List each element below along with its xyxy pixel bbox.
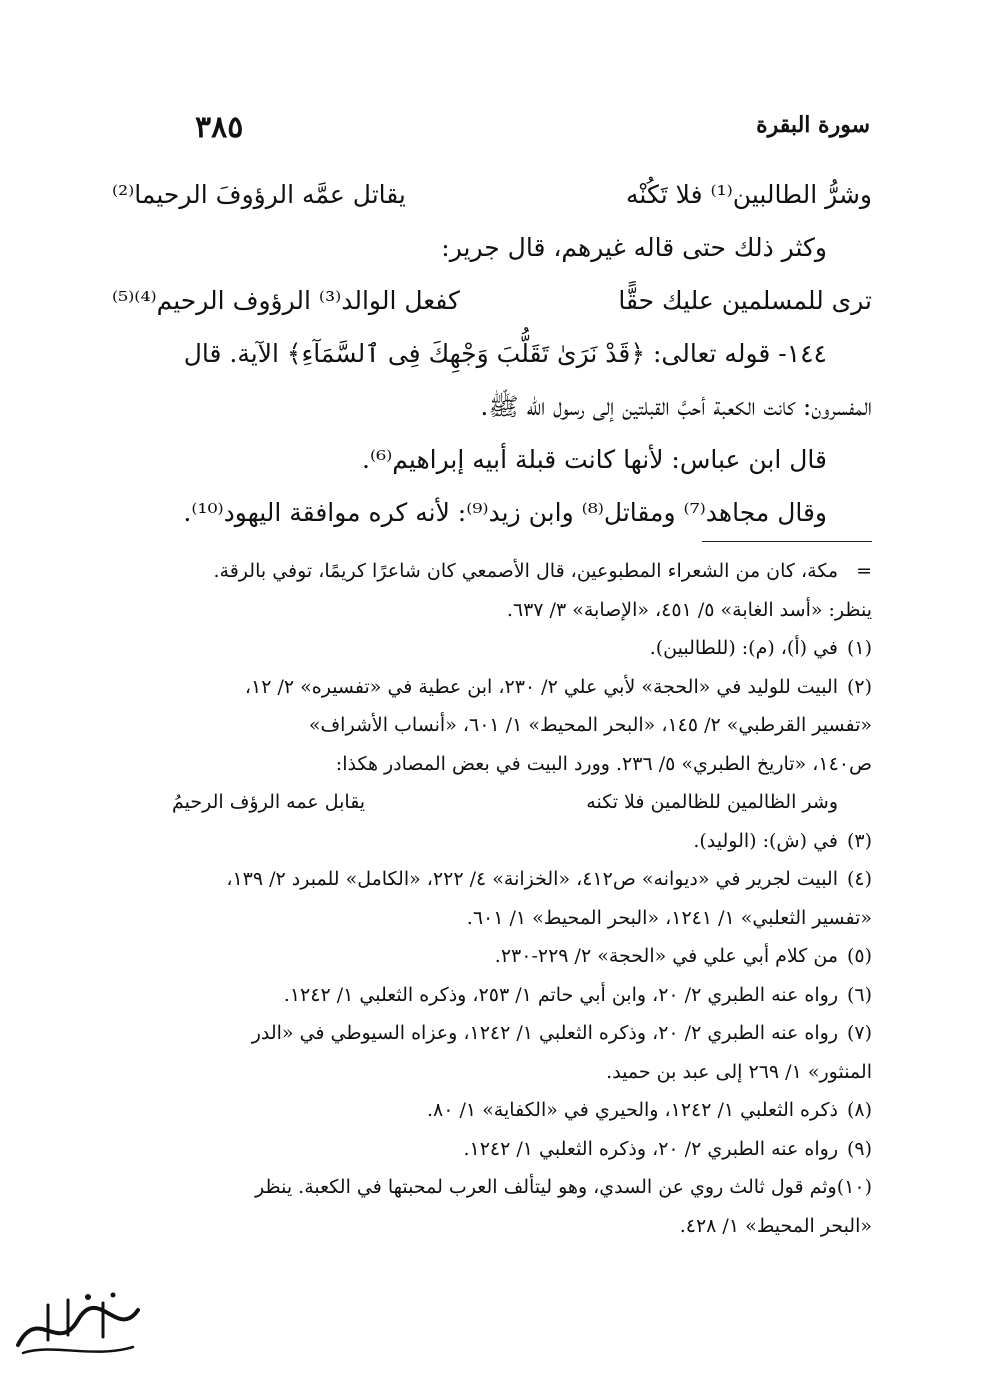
footnote-number: (٥) [846,945,872,967]
footnote-continuation: =مكة، كان من الشعراء المطبوعين، قال الأصمعي كان شاعرًا كريمًا، توفي بالرقة. [122,552,872,591]
continuation-marker: = [856,560,872,582]
text-line: المفسرون: كانت الكعبة أحبَّ القبلتين إلى رسول الله ﷺ. [480,392,872,421]
footnote-line: «تفسير القرطبي» ٢/ ١٤٥، «البحر المحيط» ١/ ٦٠١، «أنساب الأشراف» [308,714,872,736]
footnote-10: (١٠)وثم قول ثالث روي عن السدي، وهو ليتألف العرب لمحبتها في الكعبة. ينظر [122,1168,872,1207]
footnotes [122,552,872,1245]
footnote-separator [702,541,872,542]
hemistich-2: يقاتل عمَّه الرؤوفَ الرحيما⁽²⁾ [112,180,406,209]
footnote-number: (١) [846,637,872,659]
footnote-line: ينظر: «أسد الغابة» ٥/ ٤٥١، «الإصابة» ٣/ ٦٣٧. [506,598,872,621]
footnote-number: (٢) [846,675,872,698]
poem-verse-1 [112,168,872,221]
hemistich-1: وشرُّ الطالبين⁽¹⁾ فلا تَكُنْه [626,180,872,209]
page-number: ٣٨٥ [195,110,244,145]
footnote-number: (١٠) [836,1176,872,1198]
footnote-number: (٣) [846,829,872,852]
footnote-verse: وشر الظالمين للظالمين فلا تكنه يقابل عمه الرؤف الرحيمُ [172,791,838,813]
footnote-1: (١)في (أ)، (م): (للطالبين). [122,629,872,668]
hemistich-2: كفعل الوالد⁽³⁾ الرؤوف الرحيم⁽⁴⁾⁽⁵⁾ [112,286,460,315]
footnote-line: ص١٤٠، «تاريخ الطبري» ٥/ ٢٣٦. وورد البيت في بعض المصادر هكذا: [335,752,872,775]
text-line: وقال مجاهد⁽⁷⁾ ومقاتل⁽⁸⁾ وابن زيد⁽⁹⁾: لأنه كره موافقة اليهود⁽¹⁰⁾. [183,498,827,527]
text-line: ١٤٤- قوله تعالى: ﴿قَدْ نَرَىٰ تَقَلُّبَ وَجْهِكَ فِى ٱلسَّمَآءِ﴾ الآية. قال [183,339,827,368]
footnote-7: (٧)رواه عنه الطبري ٢/ ٢٠، وذكره الثعلبي ١/ ١٢٤٢، وعزاه السيوطي في «الدر [122,1014,872,1053]
footnote-line: «تفسير الثعلبي» ١/ ١٢٤١، «البحر المحيط» ١/ ٦٠١. [466,906,872,929]
hemistich-1: ترى للمسلمين عليك حقًّا [618,286,872,315]
footnote-9: (٩)رواه عنه الطبري ٢/ ٢٠، وذكره الثعلبي ١/ ١٢٤٢. [122,1130,872,1169]
footnote-number: (٩) [846,1137,872,1160]
footnote-number: (٨) [846,1099,872,1121]
footnote-line: المنثور» ١/ ٢٦٩ إلى عبد بن حميد. [606,1060,872,1083]
footnote-8: (٨)ذكره الثعلبي ١/ ١٢٤٢، والحيري في «الكفاية» ١/ ٨٠. [122,1091,872,1130]
footnote-5: (٥)من كلام أبي علي في «الحجة» ٢/ ٢٢٩-٢٣٠. [122,937,872,976]
poem-verse-2 [112,274,872,327]
footnote-3: (٣)في (ش): (الوليد). [122,822,872,861]
footnote-number: (٧) [846,1022,872,1044]
footnote-number: (٤) [846,868,872,890]
text-line: قال ابن عباس: لأنها كانت قبلة أبيه إبراهيم⁽⁶⁾. [362,445,827,474]
footnote-2: (٢)البيت للوليد في «الحجة» لأبي علي ٢/ ٢٣٠، ابن عطية في «تفسيره» ٢/ ١٢، [122,668,872,707]
footnote-line: «البحر المحيط» ١/ ٤٢٨. [679,1214,872,1237]
surah-title: سورة البقرة [756,112,870,138]
footnote-number: (٦) [846,983,872,1006]
text-line: وكثر ذلك حتى قاله غيرهم، قال جرير: [441,233,827,262]
publisher-logo [8,1285,148,1365]
main-text [112,168,872,539]
footnote-4: (٤)البيت لجرير في «ديوانه» ص٤١٢، «الخزانة» ٤/ ٢٢٢، «الكامل» للمبرد ٢/ ١٣٩، [122,860,872,899]
footnote-6: (٦)رواه عنه الطبري ٢/ ٢٠، وابن أبي حاتم ١/ ٢٥٣، وذكره الثعلبي ١/ ١٢٤٢. [122,976,872,1015]
